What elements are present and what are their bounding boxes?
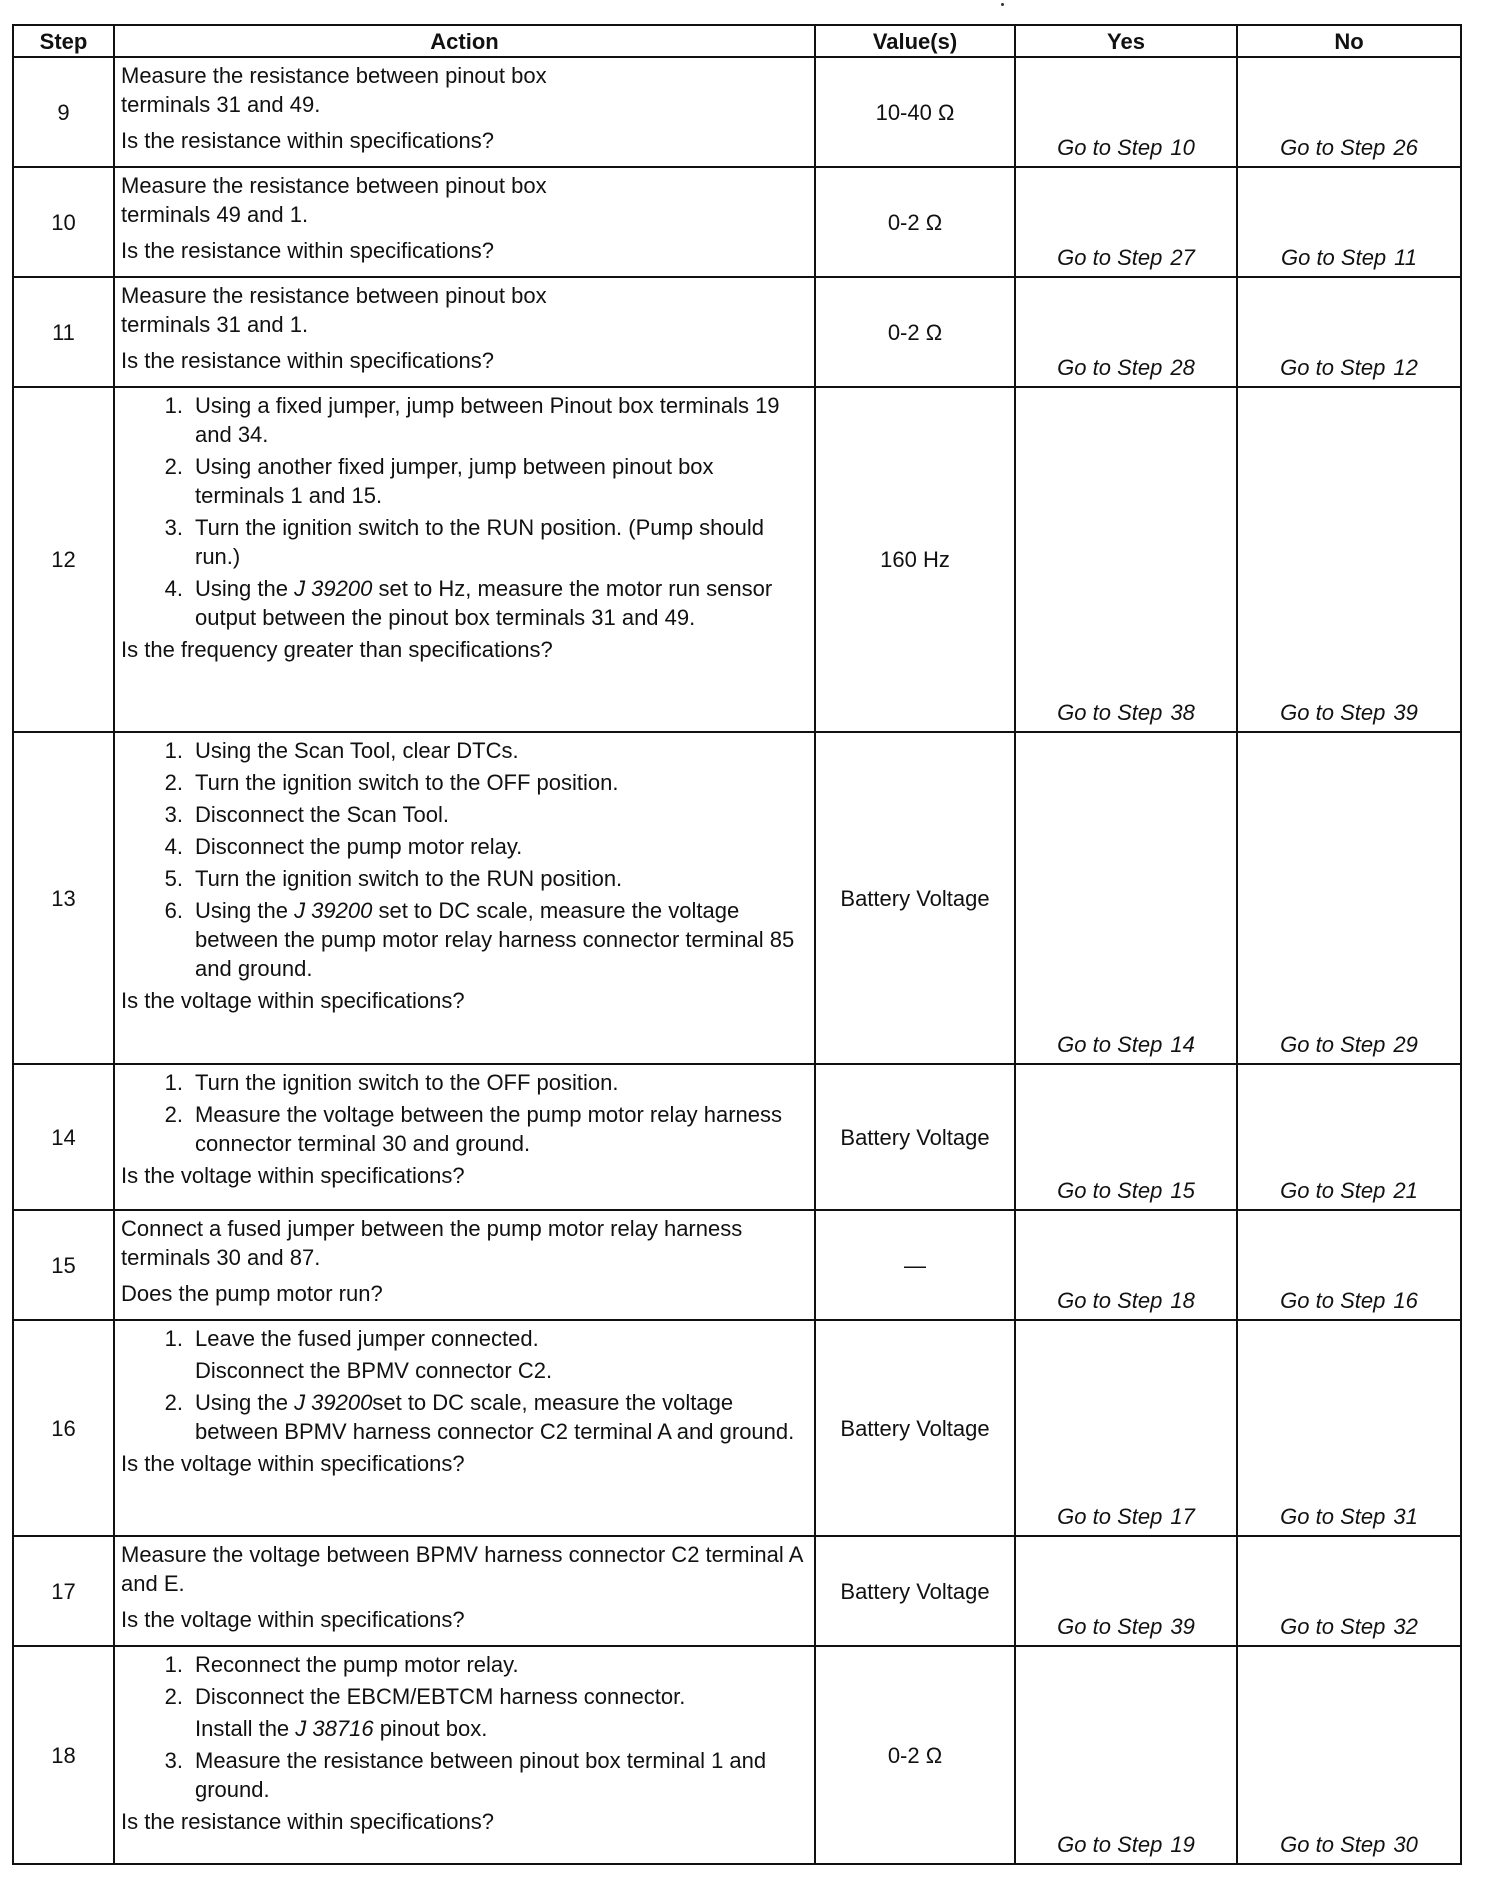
yes-link[interactable]: Go to Step 10 — [1057, 135, 1195, 160]
value-cell: Battery Voltage — [815, 1320, 1015, 1536]
tool-reference: J 39200 — [294, 576, 373, 601]
list-item: 1. Using a fixed jumper, jump between Pinout box terminals 19 and 34. — [164, 393, 780, 447]
no-link[interactable]: Go to Step 16 — [1280, 1288, 1418, 1313]
list-item: 5. Turn the ignition switch to the RUN position. — [164, 866, 623, 891]
yes-cell — [1015, 387, 1237, 732]
step-number: 18 — [13, 1646, 114, 1864]
action-cell — [114, 1646, 815, 1864]
yes-link[interactable]: Go to Step 15 — [1057, 1178, 1195, 1203]
value-cell: Battery Voltage — [815, 1536, 1015, 1646]
step-number: 9 — [13, 57, 114, 167]
action-text: Connect a fused jumper between the pump motor relay harness terminals 30 and 87. — [121, 1216, 743, 1270]
no-cell — [1237, 1320, 1461, 1536]
list-item: 2. Turn the ignition switch to the OFF position. — [164, 770, 619, 795]
no-cell — [1237, 277, 1461, 387]
yes-link[interactable]: Go to Step 18 — [1057, 1288, 1195, 1313]
action-text: Measure the resistance between pinout box terminals 31 and 1. — [121, 283, 547, 337]
page-speck — [1001, 3, 1004, 6]
no-link[interactable]: Go to Step 29 — [1280, 1032, 1418, 1057]
table-row — [13, 387, 1461, 732]
action-question: Is the frequency greater than specifications? — [121, 637, 553, 662]
instruction-list — [121, 1388, 808, 1446]
value-cell: Battery Voltage — [815, 732, 1015, 1064]
step-number: 13 — [13, 732, 114, 1064]
action-question: Is the voltage within specifications? — [121, 1607, 465, 1632]
no-link[interactable]: Go to Step 21 — [1280, 1178, 1418, 1203]
list-item: 4. Disconnect the pump motor relay. — [164, 834, 523, 859]
action-cell — [114, 1536, 815, 1646]
action-text: Measure the resistance between pinout box terminals 49 and 1. — [121, 173, 547, 227]
yes-cell — [1015, 57, 1237, 167]
list-item: 1. Leave the fused jumper connected. — [164, 1326, 539, 1351]
yes-cell — [1015, 1210, 1237, 1320]
step-number: 17 — [13, 1536, 114, 1646]
action-text: Measure the voltage between BPMV harness connector C2 terminal A and E. — [121, 1542, 803, 1596]
no-cell — [1237, 1210, 1461, 1320]
yes-cell — [1015, 1536, 1237, 1646]
header-action: Action — [114, 25, 815, 57]
action-question: Is the resistance within specifications? — [121, 348, 494, 373]
header-no: No — [1237, 25, 1461, 57]
list-item: 3. Turn the ignition switch to the RUN position. (Pump should run.) — [164, 515, 765, 569]
no-link[interactable]: Go to Step 32 — [1280, 1614, 1418, 1639]
step-number: 12 — [13, 387, 114, 732]
list-item: 2. Disconnect the EBCM/EBTCM harness connector. — [164, 1684, 686, 1709]
table-row — [13, 1210, 1461, 1320]
action-cell — [114, 167, 815, 277]
value-cell: Battery Voltage — [815, 1064, 1015, 1210]
yes-cell — [1015, 1064, 1237, 1210]
action-question: Is the resistance within specifications? — [121, 128, 494, 153]
action-question: Is the voltage within specifications? — [121, 1451, 465, 1476]
yes-link[interactable]: Go to Step 38 — [1057, 700, 1195, 725]
list-item: 6. Using the J 39200 set to DC scale, measure the voltage between the pump motor relay harness connector terminal 85 and ground. — [164, 898, 795, 981]
tool-reference: J 39200 — [294, 1390, 373, 1415]
list-item: 4. Using the J 39200 set to Hz, measure the motor run sensor output between the pinout box terminals 31 and 49. — [164, 576, 773, 630]
list-item: 3. Disconnect the Scan Tool. — [164, 802, 449, 827]
instruction-list — [121, 1068, 808, 1158]
no-link[interactable]: Go to Step 39 — [1280, 700, 1418, 725]
value-cell: 0-2 Ω — [815, 277, 1015, 387]
table-row — [13, 1320, 1461, 1536]
value-cell: 10-40 Ω — [815, 57, 1015, 167]
list-item: 1. Reconnect the pump motor relay. — [164, 1652, 519, 1677]
diagnostic-table — [12, 24, 1462, 1865]
step-number: 15 — [13, 1210, 114, 1320]
header-values: Value(s) — [815, 25, 1015, 57]
value-cell: 160 Hz — [815, 387, 1015, 732]
list-item: 2. Measure the voltage between the pump motor relay harness connector terminal 30 and ground. — [164, 1102, 782, 1156]
tool-reference: J 39200 — [294, 898, 373, 923]
action-cell — [114, 387, 815, 732]
instruction-list — [121, 736, 808, 983]
yes-cell — [1015, 732, 1237, 1064]
list-item: 2. Using another fixed jumper, jump between pinout box terminals 1 and 15. — [164, 454, 714, 508]
yes-link[interactable]: Go to Step 39 — [1057, 1614, 1195, 1639]
value-cell: 0-2 Ω — [815, 1646, 1015, 1864]
no-cell — [1237, 387, 1461, 732]
action-question: Is the voltage within specifications? — [121, 1163, 465, 1188]
no-cell — [1237, 732, 1461, 1064]
no-link[interactable]: Go to Step 26 — [1280, 135, 1418, 160]
table-row — [13, 1536, 1461, 1646]
table-row — [13, 277, 1461, 387]
no-cell — [1237, 1064, 1461, 1210]
step-number: 16 — [13, 1320, 114, 1536]
instruction-list — [121, 1746, 808, 1804]
yes-cell — [1015, 277, 1237, 387]
list-item: 3. Measure the resistance between pinout box terminal 1 and ground. — [164, 1748, 767, 1802]
no-link[interactable]: Go to Step 12 — [1280, 355, 1418, 380]
table-row — [13, 1646, 1461, 1864]
value-cell: — — [815, 1210, 1015, 1320]
action-cell — [114, 57, 815, 167]
table-row — [13, 732, 1461, 1064]
yes-cell — [1015, 167, 1237, 277]
action-cell — [114, 277, 815, 387]
no-cell — [1237, 1536, 1461, 1646]
action-question: Is the resistance within specifications? — [121, 1809, 494, 1834]
no-cell — [1237, 1646, 1461, 1864]
instruction-list — [121, 1324, 808, 1353]
no-link[interactable]: Go to Step 30 — [1280, 1832, 1418, 1857]
table-row — [13, 57, 1461, 167]
yes-link[interactable]: Go to Step 28 — [1057, 355, 1195, 380]
step-number: 14 — [13, 1064, 114, 1210]
action-cell — [114, 1320, 815, 1536]
step-number: 11 — [13, 277, 114, 387]
no-cell — [1237, 167, 1461, 277]
action-cell — [114, 732, 815, 1064]
list-item-subtext: Disconnect the BPMV connector C2. — [195, 1358, 553, 1383]
yes-cell — [1015, 1320, 1237, 1536]
yes-link[interactable]: Go to Step 27 — [1057, 245, 1195, 270]
step-number: 10 — [13, 167, 114, 277]
list-item: 1. Using the Scan Tool, clear DTCs. — [164, 738, 519, 763]
value-cell: 0-2 Ω — [815, 167, 1015, 277]
yes-cell — [1015, 1646, 1237, 1864]
list-item-subtext: Install the J 38716 pinout box. — [195, 1716, 488, 1741]
yes-link[interactable]: Go to Step 17 — [1057, 1504, 1195, 1529]
instruction-list — [121, 1650, 808, 1711]
no-link[interactable]: Go to Step 11 — [1280, 245, 1418, 270]
action-cell — [114, 1210, 815, 1320]
action-question: Is the resistance within specifications? — [121, 238, 494, 263]
action-text: Measure the resistance between pinout box terminals 31 and 49. — [121, 63, 547, 117]
list-item: 1. Turn the ignition switch to the OFF position. — [164, 1070, 619, 1095]
header-yes: Yes — [1015, 25, 1237, 57]
action-question: Is the voltage within specifications? — [121, 988, 465, 1013]
table-row — [13, 167, 1461, 277]
yes-link[interactable]: Go to Step 14 — [1057, 1032, 1195, 1057]
no-link[interactable]: Go to Step 31 — [1280, 1504, 1418, 1529]
no-cell — [1237, 57, 1461, 167]
instruction-list — [121, 391, 808, 632]
header-step: Step — [13, 25, 114, 57]
action-question: Does the pump motor run? — [121, 1281, 383, 1306]
tool-reference: J 38716 — [295, 1716, 374, 1741]
action-cell — [114, 1064, 815, 1210]
table-row — [13, 1064, 1461, 1210]
list-item: 2. Using the J 39200set to DC scale, measure the voltage between BPMV harness connector C2 terminal A and ground. — [164, 1390, 795, 1444]
yes-link[interactable]: Go to Step 19 — [1057, 1832, 1195, 1857]
header-row — [13, 25, 1461, 57]
